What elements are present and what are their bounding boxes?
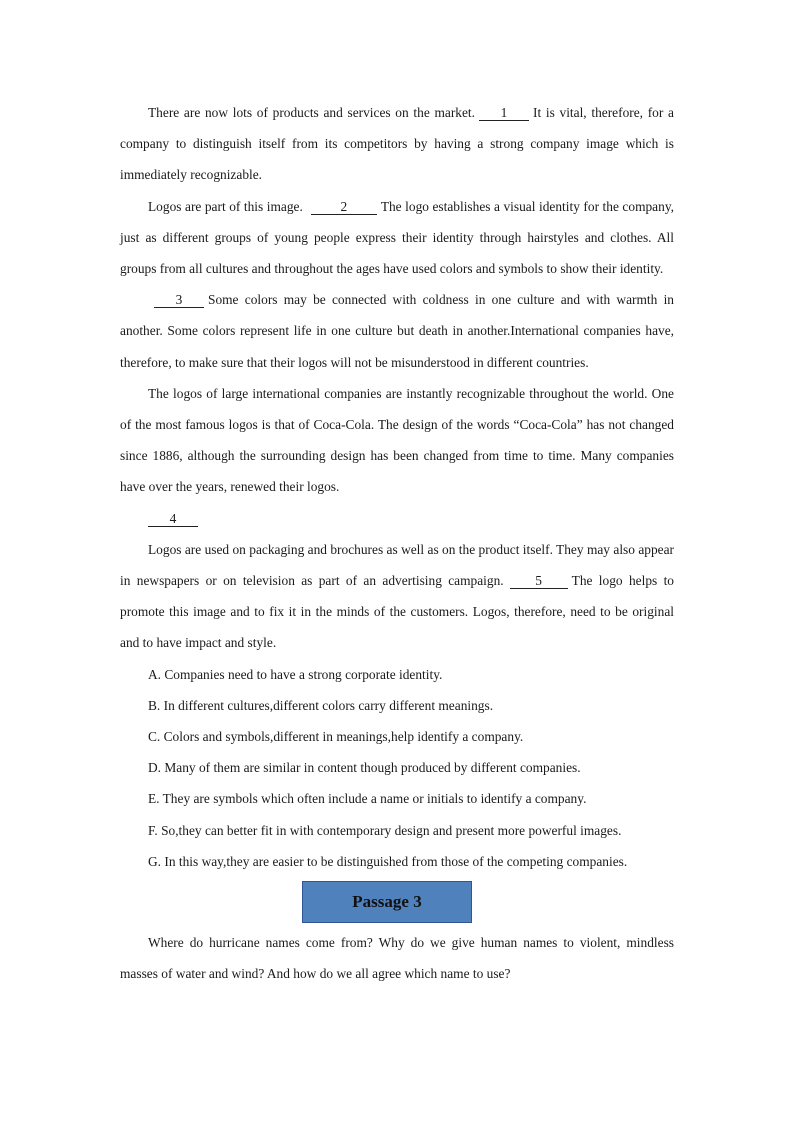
passage-heading-row bbox=[120, 877, 674, 927]
paragraph-3-text: Some colors may be connected with coldness in one culture and with warmth in another. Some colors represent life in one culture but death in another.International companies have, therefore, to make sure that their logos will not be misunderstood in different countries. bbox=[120, 292, 674, 370]
passage-heading: Passage 3 bbox=[302, 881, 472, 923]
paragraph-3 bbox=[120, 284, 674, 378]
blank-2: 2 bbox=[311, 199, 377, 215]
paragraph-2-text-a: Logos are part of this image. bbox=[148, 198, 303, 214]
paragraph-5 bbox=[120, 503, 674, 534]
blank-3: 3 bbox=[154, 292, 204, 308]
paragraph-2 bbox=[120, 191, 674, 285]
blank-5: 5 bbox=[510, 573, 568, 589]
option-e: E. They are symbols which often include a name or initials to identify a company. bbox=[148, 791, 587, 807]
paragraph-1 bbox=[120, 97, 674, 191]
paragraph-6-text-b: The logo helps to promote this image and to fix it in the minds of the customers. Logos, therefore, need to be original and to have impact and style. bbox=[120, 573, 674, 651]
blank-1: 1 bbox=[479, 105, 529, 121]
option-c: C. Colors and symbols,different in meanings,help identify a company. bbox=[148, 729, 524, 745]
paragraph-1-text-a: There are now lots of products and services on the market. bbox=[148, 105, 475, 120]
paragraph-4: The logos of large international companies are instantly recognizable throughout the world. One of the most famous logos is that of Coca-Cola. The design of the words “Coca-Cola” has not changed since 1886, although the surrounding design has been changed from time to time. Many companies have over the years, renewed their logos. bbox=[120, 385, 674, 495]
passage-3-intro: Where do hurricane names come from? Why do we give human names to violent, mindless masses of water and wind? And how do we all agree which name to use? bbox=[120, 935, 674, 982]
paragraph-6 bbox=[120, 534, 674, 659]
paragraph-6-text-a: Logos are used on packaging and brochures as well as on the product itself. They may also appear in newspapers or on television as part of an advertising campaign. bbox=[120, 541, 674, 589]
paragraph-1-text-b: It is vital, therefore, for a company to distinguish itself from its competitors by having a strong company image which is immediately recognizable. bbox=[120, 105, 674, 183]
blank-4: 4 bbox=[148, 511, 198, 527]
option-d: D. Many of them are similar in content though produced by different companies. bbox=[148, 760, 581, 776]
option-g: G. In this way,they are easier to be distinguished from those of the competing companies. bbox=[148, 853, 628, 869]
option-b: B. In different cultures,different colors carry different meanings. bbox=[148, 697, 494, 713]
document-content bbox=[120, 97, 674, 989]
paragraph-2-text-b: The logo establishes a visual identity for the company, just as different groups of young people express their identity through hairstyles and clothes. All groups from all cultures and throughout the ages have used colors and symbols to show their identity. bbox=[120, 198, 674, 277]
option-f: F. So,they can better fit in with contemporary design and present more powerful images. bbox=[148, 822, 622, 838]
options-list bbox=[120, 659, 674, 877]
option-a: A. Companies need to have a strong corporate identity. bbox=[148, 666, 443, 682]
